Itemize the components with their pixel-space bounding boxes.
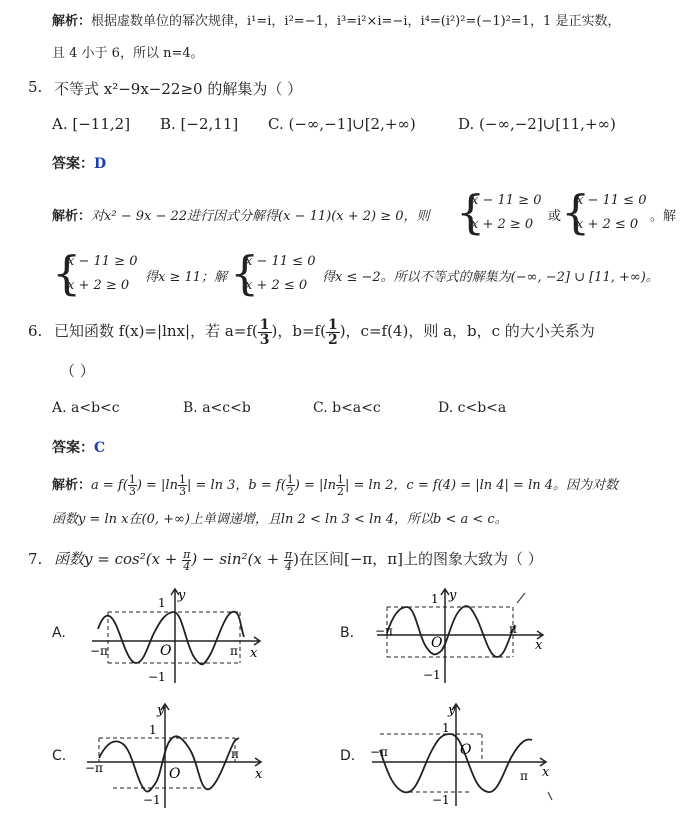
frac-num: 1 bbox=[327, 316, 338, 333]
stem-part: )，c=f(4)，则 a，b，c 的大小关系为 bbox=[339, 322, 595, 340]
q5-analysis-line1 bbox=[52, 205, 430, 224]
answer-value: C bbox=[94, 440, 106, 456]
frac-num: 1 bbox=[128, 473, 136, 486]
answer-value: D bbox=[94, 156, 107, 172]
fraction-pi-over-4 bbox=[284, 549, 293, 572]
system1-line2: x + 2 ≥ 0 bbox=[471, 217, 534, 232]
label-1: 1 bbox=[158, 596, 166, 610]
frac-num: 1 bbox=[286, 473, 294, 486]
label-x: x bbox=[250, 646, 258, 661]
frac-den: 3 bbox=[178, 485, 186, 498]
stem-part: 函数y = cos²(x + bbox=[54, 550, 183, 568]
q5-option-a: A. [−11,2] bbox=[52, 115, 131, 133]
label-neg-pi: −π bbox=[370, 745, 388, 759]
frac-num: 1 bbox=[336, 473, 344, 486]
q6-stem bbox=[54, 314, 595, 348]
label-x: x bbox=[535, 638, 543, 653]
fraction-one-half bbox=[336, 474, 345, 497]
option-label-c: C. bbox=[52, 748, 67, 764]
q6-analysis-line2: 函数y = ln x在(0, +∞)上单调递增，且ln 2 < ln 3 < ln 4，所以b < a < c。 bbox=[52, 512, 508, 527]
label-1: 1 bbox=[442, 721, 450, 735]
analysis-part: a = f( bbox=[91, 478, 128, 493]
stem-part: )在区间[−π，π]上的图象大致为（ ） bbox=[293, 550, 543, 568]
label-pi: π bbox=[520, 769, 528, 783]
analysis-text: 对x² − 9x − 22进行因式分解得(x − 11)(x + 2) ≥ 0，则 bbox=[91, 209, 430, 224]
brace-left: { bbox=[561, 185, 591, 239]
graph-b bbox=[375, 585, 565, 685]
q6-option-a: A. a<b<c bbox=[52, 400, 120, 416]
q5-number: 5. bbox=[28, 78, 43, 96]
answer-label: 答案： bbox=[52, 156, 94, 172]
q7-stem bbox=[54, 543, 543, 575]
frac-num: π bbox=[183, 547, 191, 561]
q6-stem-paren: （ ） bbox=[60, 362, 95, 380]
q6-number: 6. bbox=[28, 322, 43, 340]
q7-number: 7. bbox=[28, 550, 43, 568]
label-y: y bbox=[178, 588, 186, 603]
frac-den: 3 bbox=[259, 331, 270, 348]
system1-line1: x − 11 ≥ 0 bbox=[471, 193, 542, 208]
fraction-one-third bbox=[258, 318, 272, 347]
label-pi: π bbox=[509, 622, 517, 636]
label-x: x bbox=[255, 767, 263, 782]
tail-word: 。解 bbox=[650, 209, 677, 224]
label-neg-pi: −π bbox=[375, 624, 393, 638]
analysis-part: | = ln 3，b = f( bbox=[186, 478, 286, 493]
frac-den: 2 bbox=[286, 485, 294, 498]
label-1: 1 bbox=[431, 592, 439, 606]
q5-option-d: D. (−∞,−2]∪[11,+∞) bbox=[458, 115, 616, 133]
frac-den: 4 bbox=[285, 559, 293, 573]
q6-option-b: B. a<c<b bbox=[183, 400, 251, 416]
stray-mark bbox=[517, 593, 525, 603]
frac-den: 3 bbox=[128, 485, 136, 498]
graph-a bbox=[90, 585, 280, 685]
q5-option-c: C. (−∞,−1]∪[2,+∞) bbox=[268, 115, 416, 133]
fraction-one-third bbox=[178, 474, 187, 497]
fraction-one-third bbox=[128, 474, 137, 497]
frac-den: 2 bbox=[327, 331, 338, 348]
label-origin: O bbox=[169, 766, 181, 782]
graph-d bbox=[370, 700, 570, 810]
graph-c bbox=[85, 700, 275, 810]
stem-part: ) − sin²(x + bbox=[191, 550, 284, 568]
answer-label: 答案： bbox=[52, 440, 94, 456]
label-y: y bbox=[449, 588, 457, 603]
option-label-b: B. bbox=[340, 625, 355, 641]
label-origin: O bbox=[460, 742, 472, 758]
fraction-one-half bbox=[286, 474, 295, 497]
label-1: 1 bbox=[149, 723, 157, 737]
q6-option-c: C. b<a<c bbox=[313, 400, 381, 416]
system2-line1: x − 11 ≤ 0 bbox=[576, 193, 647, 208]
label-neg-pi: −π bbox=[90, 644, 108, 658]
analysis-label: 解析： bbox=[52, 209, 92, 224]
frac-num: 1 bbox=[259, 316, 270, 333]
q6-answer bbox=[52, 437, 105, 457]
mid-text: 得x ≥ 11；解 bbox=[145, 270, 228, 285]
system3-line2: x + 2 ≥ 0 bbox=[67, 278, 130, 293]
stray-mark bbox=[548, 792, 552, 800]
option-label-a: A. bbox=[52, 625, 66, 641]
label-origin: O bbox=[431, 635, 443, 651]
analysis-part: ) = |ln bbox=[294, 478, 336, 493]
frac-num: π bbox=[284, 547, 293, 561]
analysis-text: 根据虚数单位的幂次规律，i¹=i，i²=−1，i³=i²×i=−i，i⁴=(i²)²=(−1)²=1，1 是正实数， bbox=[91, 14, 621, 29]
frac-den: 4 bbox=[183, 559, 191, 573]
analysis-label: 解析： bbox=[52, 478, 92, 493]
analysis-part: ) = |ln bbox=[136, 478, 178, 493]
brace-left: { bbox=[230, 246, 260, 300]
curve bbox=[99, 736, 239, 791]
brace-left: { bbox=[456, 185, 486, 239]
label-neg-1: −1 bbox=[143, 793, 161, 807]
q5-option-b: B. [−2,11] bbox=[160, 115, 239, 133]
label-pi: π bbox=[230, 644, 238, 658]
system3-line1: x − 11 ≥ 0 bbox=[67, 254, 138, 269]
label-neg-1: −1 bbox=[148, 670, 166, 684]
system4-line1: x − 11 ≤ 0 bbox=[245, 254, 316, 269]
system2-line2: x + 2 ≤ 0 bbox=[576, 217, 639, 232]
brace-left: { bbox=[52, 246, 82, 300]
label-pi: π bbox=[231, 747, 239, 761]
frac-num: 1 bbox=[178, 473, 186, 486]
analysis-label: 解析： bbox=[52, 14, 92, 29]
stem-part: )，b=f( bbox=[271, 322, 326, 340]
label-neg-1: −1 bbox=[432, 793, 450, 807]
label-neg-1: −1 bbox=[423, 668, 441, 682]
label-x: x bbox=[542, 765, 550, 780]
q6-analysis-line1 bbox=[52, 474, 618, 497]
end-text: 得x ≤ −2。所以不等式的解集为(−∞, −2] ∪ [11, +∞)。 bbox=[322, 270, 659, 285]
analysis-part: | = ln 2，c = f(4) = |ln 4| = ln 4。因为对数 bbox=[344, 478, 619, 493]
q5-stem: 不等式 x²−9x−22≥0 的解集为（ ） bbox=[54, 80, 303, 98]
q6-option-d: D. c<b<a bbox=[438, 400, 507, 416]
fraction-pi-over-4 bbox=[182, 549, 191, 572]
label-neg-pi: −π bbox=[85, 761, 103, 775]
frac-den: 2 bbox=[336, 485, 344, 498]
option-label-d: D. bbox=[340, 748, 356, 764]
q4-analysis-line1 bbox=[52, 10, 620, 29]
curve bbox=[387, 606, 515, 657]
q4-analysis-line2: 且 4 小于 6，所以 n=4。 bbox=[52, 46, 204, 61]
label-origin: O bbox=[160, 643, 172, 659]
stem-part: 已知函数 f(x)=|lnx|，若 a=f( bbox=[54, 322, 258, 340]
or-word: 或 bbox=[548, 209, 562, 224]
label-y: y bbox=[157, 703, 165, 718]
fraction-one-half bbox=[326, 318, 340, 347]
label-y: y bbox=[448, 703, 456, 718]
system4-line2: x + 2 ≤ 0 bbox=[245, 278, 308, 293]
q5-answer bbox=[52, 153, 106, 173]
